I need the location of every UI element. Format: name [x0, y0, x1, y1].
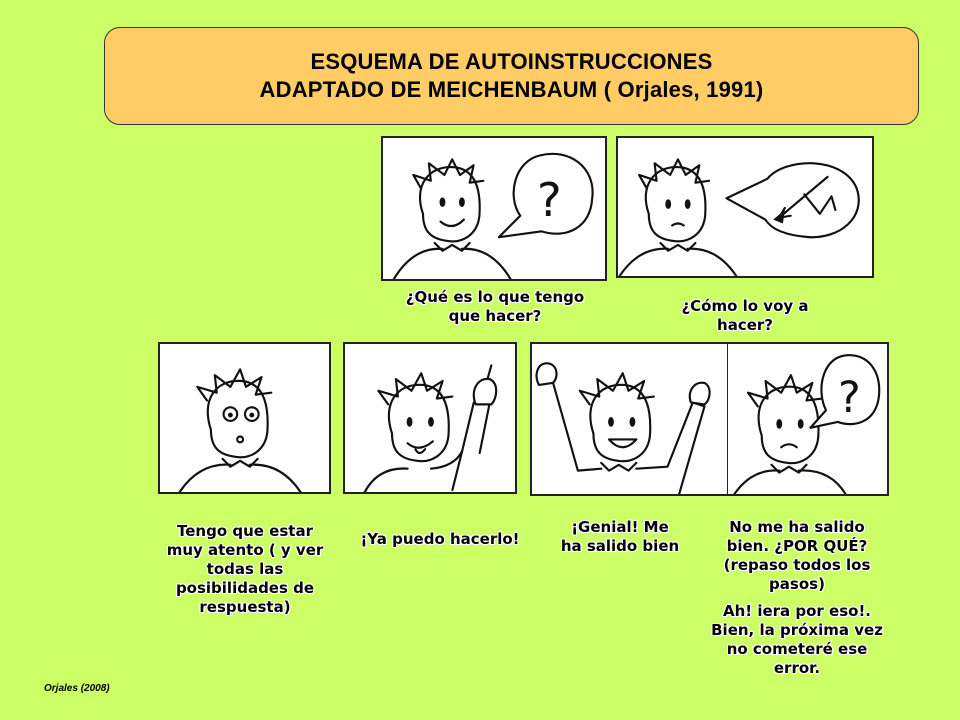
caption-realize-text: Ah! iera por eso!. Bien, la próxima vez no cometeré ese error. [711, 602, 883, 677]
panel-question [381, 136, 607, 281]
caption-not-well-text: No me ha salido bien. ¿POR QUÉ? (repaso todos los pasos) [723, 518, 871, 593]
footer-credit: Orjales (2008) [44, 683, 110, 694]
boy-planning-illustration [618, 138, 872, 276]
caption-how: ¿Cómo lo voy a hacer? [681, 297, 809, 334]
panel-how [616, 136, 874, 278]
caption-attentive: Tengo que estar muy atento ( y ver todas las posibilidades de respuesta) [166, 522, 324, 616]
caption-great: ¡Genial! Me ha salido bien [560, 518, 680, 555]
panel-not-well [727, 342, 889, 496]
panel-can-do [343, 342, 517, 494]
caption-can-do: ¡Ya puedo hacerlo! [360, 530, 520, 548]
title-banner [104, 27, 919, 125]
boy-thinking-question-illustration [383, 138, 605, 279]
title-line-2: ADAPTADO DE MEICHENBAUM ( Orjales, 1991) [259, 77, 764, 102]
question-mark-text: ? [537, 173, 562, 228]
caption-not-well [706, 518, 888, 678]
caption-what: ¿Qué es lo que tengo que hacer? [405, 288, 585, 325]
question-mark-text-2: ? [838, 373, 861, 424]
boy-raising-hand-illustration [345, 344, 515, 492]
boy-celebrating-illustration [532, 344, 727, 494]
boy-attentive-illustration [160, 344, 329, 492]
title-line-1: ESQUEMA DE AUTOINSTRUCCIONES [310, 49, 713, 74]
boy-doubting-illustration [728, 344, 887, 494]
panel-great [530, 342, 728, 496]
panel-attentive [158, 342, 331, 494]
